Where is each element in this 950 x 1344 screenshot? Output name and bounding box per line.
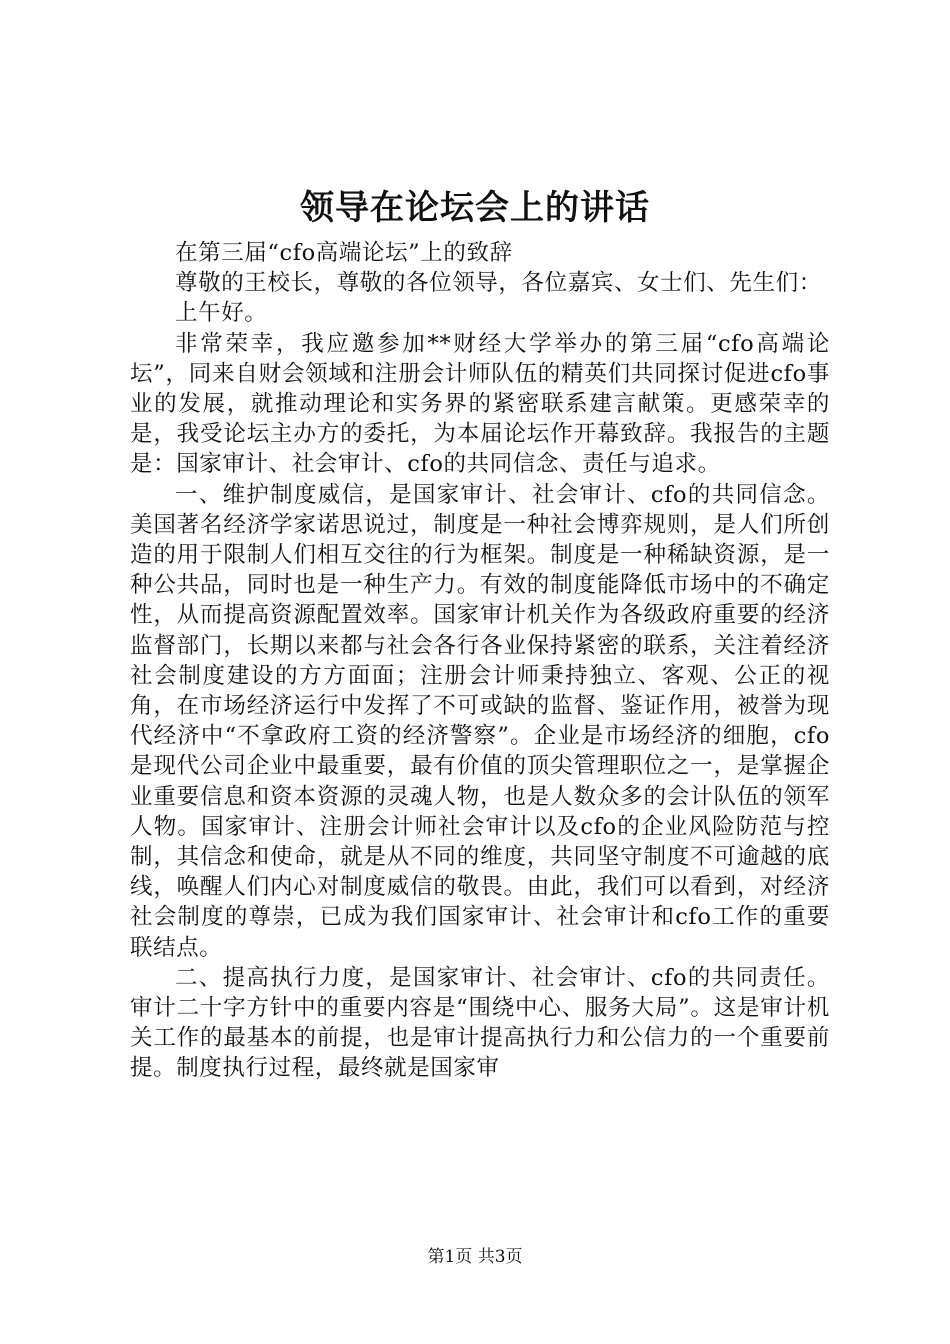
salutation-paragraph: 尊敬的王校长，尊敬的各位领导，各位嘉宾、女士们、先生们：	[175, 270, 822, 297]
intro-paragraph: 非常荣幸，我应邀参加**财经大学举办的第三届“cfo高端论坛”，同来自财会领域和注册会计师队伍的精英们共同探讨促进cfo事业的发展，就推动理论和实务界的紧密联系建言献策。更感荣幸的是，我受论坛主办方的委托，为本届论坛作开幕致辞。我报告的主题是：国家审计、社会审计、cfo的共同信念、责任与追求。	[130, 330, 830, 478]
section-two-paragraph: 二、提高执行力度，是国家审计、社会审计、cfo的共同责任。审计二十字方针中的重要内容是“围绕中心、服务大局”。这是审计机关工作的最基本的前提，也是审计提高执行力和公信力的一个重要前提。制度执行过程，最终就是国家审	[130, 964, 830, 1082]
document-body	[130, 238, 830, 1084]
subtitle-paragraph: 在第三届“cfo高端论坛”上的致辞	[175, 240, 513, 266]
greeting-paragraph: 上午好。	[175, 300, 268, 327]
page-footer: 第1页 共3页	[427, 1247, 523, 1267]
document-title: 领导在论坛会上的讲话	[300, 188, 650, 228]
section-one-paragraph: 一、维护制度威信，是国家审计、社会审计、cfo的共同信念。美国著名经济学家诺思说过，制度是一种社会博弈规则，是人们所创造的用于限制人们相互交往的行为框架。制度是一种稀缺资源，是一种公共品，同时也是一种生产力。有效的制度能降低市场中的不确定性，从而提高资源配置效率。国家审计机关作为各级政府重要的经济监督部门，长期以来都与社会各行各业保持紧密的联系，关注着经济社会制度建设的方方面面；注册会计师秉持独立、客观、公正的视角，在市场经济运行中发挥了不可或缺的监督、鉴证作用，被誉为现代经济中“不拿政府工资的经济警察”。企业是市场经济的细胞，cfo是现代公司企业中最重要，最有价值的顶尖管理职位之一，是掌握企业重要信息和资本资源的灵魂人物，也是人数众多的会计队伍的领军人物。国家审计、注册会计师社会审计以及cfo的企业风险防范与控制，其信念和使命，就是从不同的维度，共同坚守制度不可逾越的底线，唤醒人们内心对制度威信的敬畏。由此，我们可以看到，对经济社会制度的尊崇，已成为我们国家审计、社会审计和cfo工作的重要联结点。	[130, 481, 830, 961]
